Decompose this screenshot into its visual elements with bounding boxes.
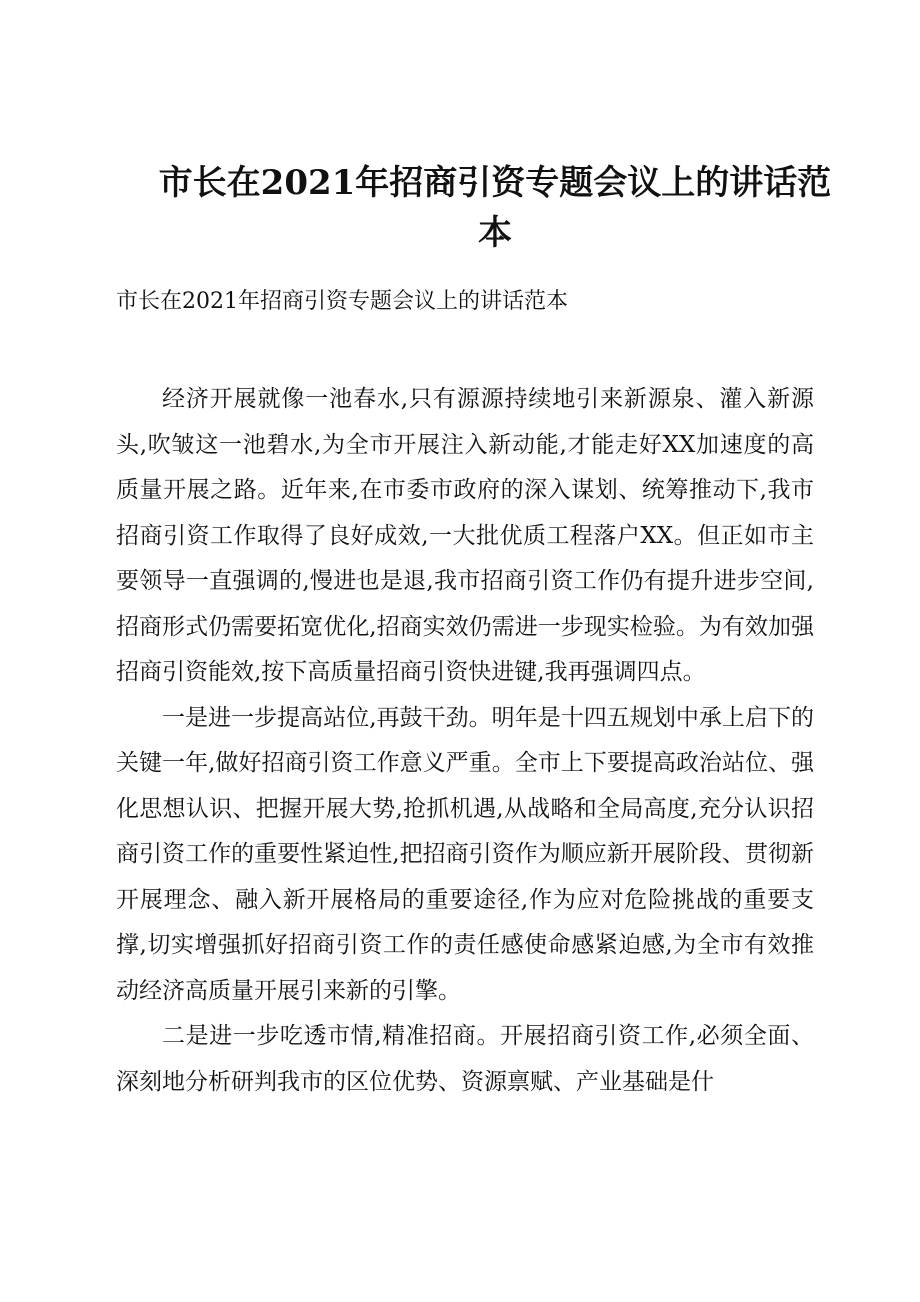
paragraph-2: 一是进一步提高站位,再鼓干劲。明年是十四五规划中承上启下的关键一年,做好招商引资工作意义严重。全市上下要提高政治站位、强化思想认识、把握开展大势,抢抓机遇,从战略和全局高度,充分认识招商引资工作的重要性紧迫性,把招商引资作为顺应新开展阶段、贯彻新开展理念、融入新开展格局的重要途径,作为应对危险挑战的重要支撑,切实增强抓好招商引资工作的责任感使命感紧迫感,为全市有效推动经济高质量开展引来新的引擎。 xyxy=(116,704,814,1004)
document-subtitle: 市长在2021年招商引资专题会议上的讲话范本 xyxy=(116,289,568,314)
document-title: 市长在2021年招商引资专题会议上的讲话范本 xyxy=(158,163,832,253)
document-body xyxy=(116,377,814,1105)
paragraph-3: 二是进一步吃透市情,精准招商。开展招商引资工作,必须全面、深刻地分析研判我市的区位优势、资源禀赋、产业基础是什 xyxy=(116,1023,814,1095)
paragraph-1: 经济开展就像一池春水,只有源源持续地引来新源泉、灌入新源头,吹皱这一池碧水,为全市开展注入新动能,才能走好XX加速度的高质量开展之路。近年来,在市委市政府的深入谋划、统筹推动下,我市招商引资工作取得了良好成效,一大批优质工程落户XX。但正如市主要领导一直强调的,慢进也是退,我市招商引资工作仍有提升进步空间,招商形式仍需要拓宽优化,招商实效仍需进一步现实检验。为有效加强招商引资能效,按下高质量招商引资快进键,我再强调四点。 xyxy=(116,386,814,685)
